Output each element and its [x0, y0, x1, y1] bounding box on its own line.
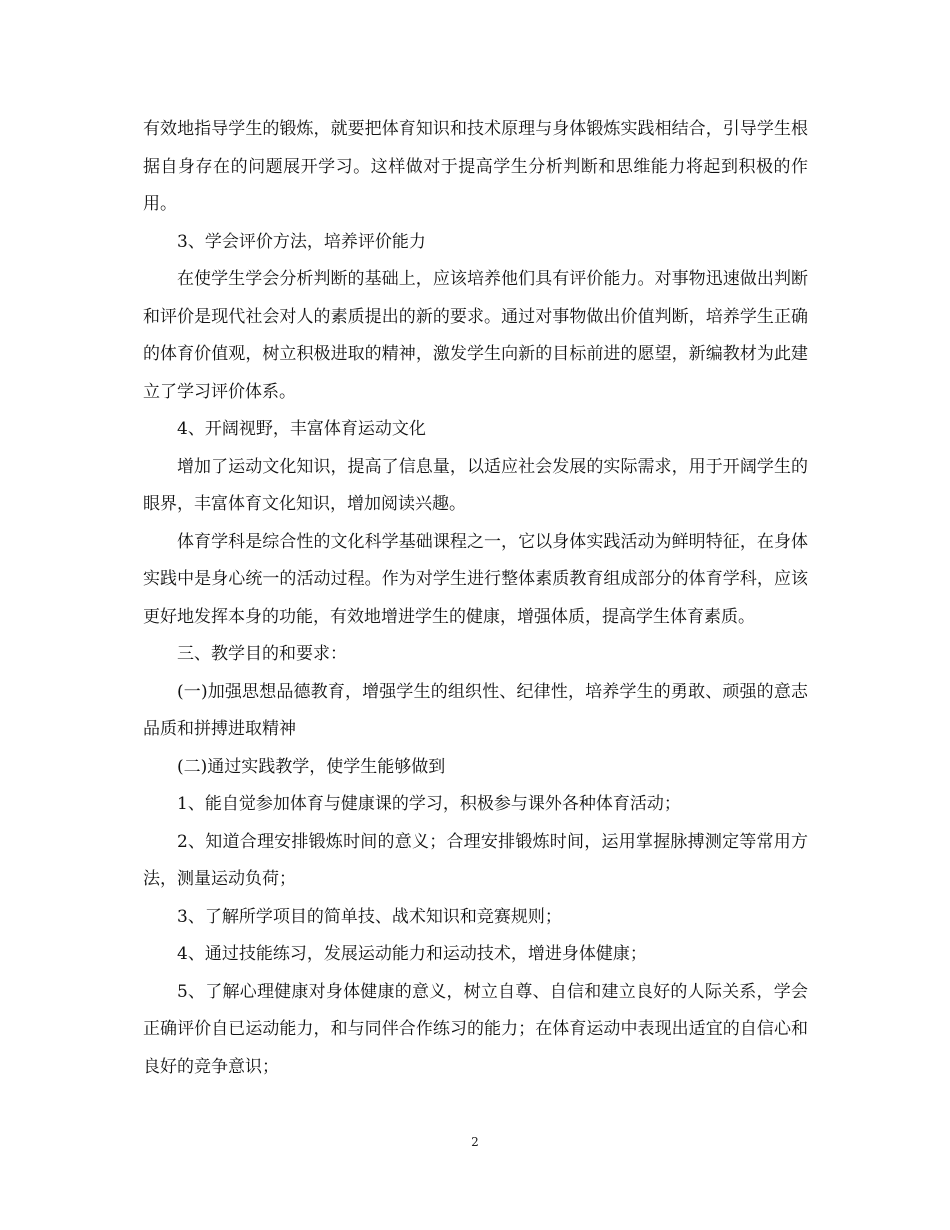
heading-teaching-goals: 三、教学目的和要求：	[177, 644, 347, 664]
list-item-5: 5、了解心理健康对身体健康的意义，树立自尊、自信和建立良好的人际关系，学会正确评价自已运动能力，和与同伴合作练习的能力；在体育运动中表现出适宜的自信心和良好的竞争意识；	[143, 981, 808, 1077]
paragraph-evaluation: 在使学生学会分析判断的基础上，应该培养他们具有评价能力。对事物迅速做出判断和评价是现代社会对人的素质提出的新的要求。通过对事物做出价值判断，培养学生正确的体育价值观，树立积极进取的精神，激发学生向新的目标前进的愿望，新编教材为此建立了学习评价体系。	[143, 269, 808, 402]
list-item-1: 1、能自觉参加体育与健康课的学习，积极参与课外各种体育活动；	[177, 794, 681, 814]
page-number: 2	[471, 1135, 479, 1149]
list-item-2: 2、知道合理安排锻炼时间的意义；合理安排锻炼时间，运用掌握脉搏测定等常用方法，测量运动负荷；	[143, 831, 808, 889]
paragraph-goal-2: (二)通过实践教学，使学生能够做到	[177, 756, 446, 777]
heading-evaluation-method: 3、学会评价方法，培养评价能力	[177, 231, 426, 252]
document-body	[143, 111, 808, 1086]
heading-broaden-vision: 4、开阔视野，丰富体育运动文化	[177, 419, 426, 439]
paragraph-goal-1: (一)加强思想品德教育，增强学生的组织性、纪律性，培养学生的勇敢、顽强的意志品质和拼搏进取精神	[143, 681, 808, 739]
paragraph-sports-culture: 增加了运动文化知识，提高了信息量，以适应社会发展的实际需求，用于开阔学生的眼界，丰富体育文化知识，增加阅读兴趣。	[143, 456, 808, 514]
list-item-4: 4、通过技能练习，发展运动能力和运动技术，增进身体健康；	[177, 944, 647, 964]
list-item-3: 3、了解所学项目的简单技、战术知识和竞赛规则；	[177, 906, 562, 927]
paragraph-1: 有效地指导学生的锻炼，就要把体育知识和技术原理与身体锻炼实践相结合，引导学生根据自身存在的问题展开学习。这样做对于提高学生分析判断和思维能力将起到积极的作用。	[143, 119, 808, 214]
paragraph-pe-subject: 体育学科是综合性的文化科学基础课程之一，它以身体实践活动为鲜明特征，在身体实践中是身心统一的活动过程。作为对学生进行整体素质教育组成部分的体育学科，应该更好地发挥本身的功能，有效地增进学生的健康，增强体质，提高学生体育素质。	[143, 531, 808, 627]
